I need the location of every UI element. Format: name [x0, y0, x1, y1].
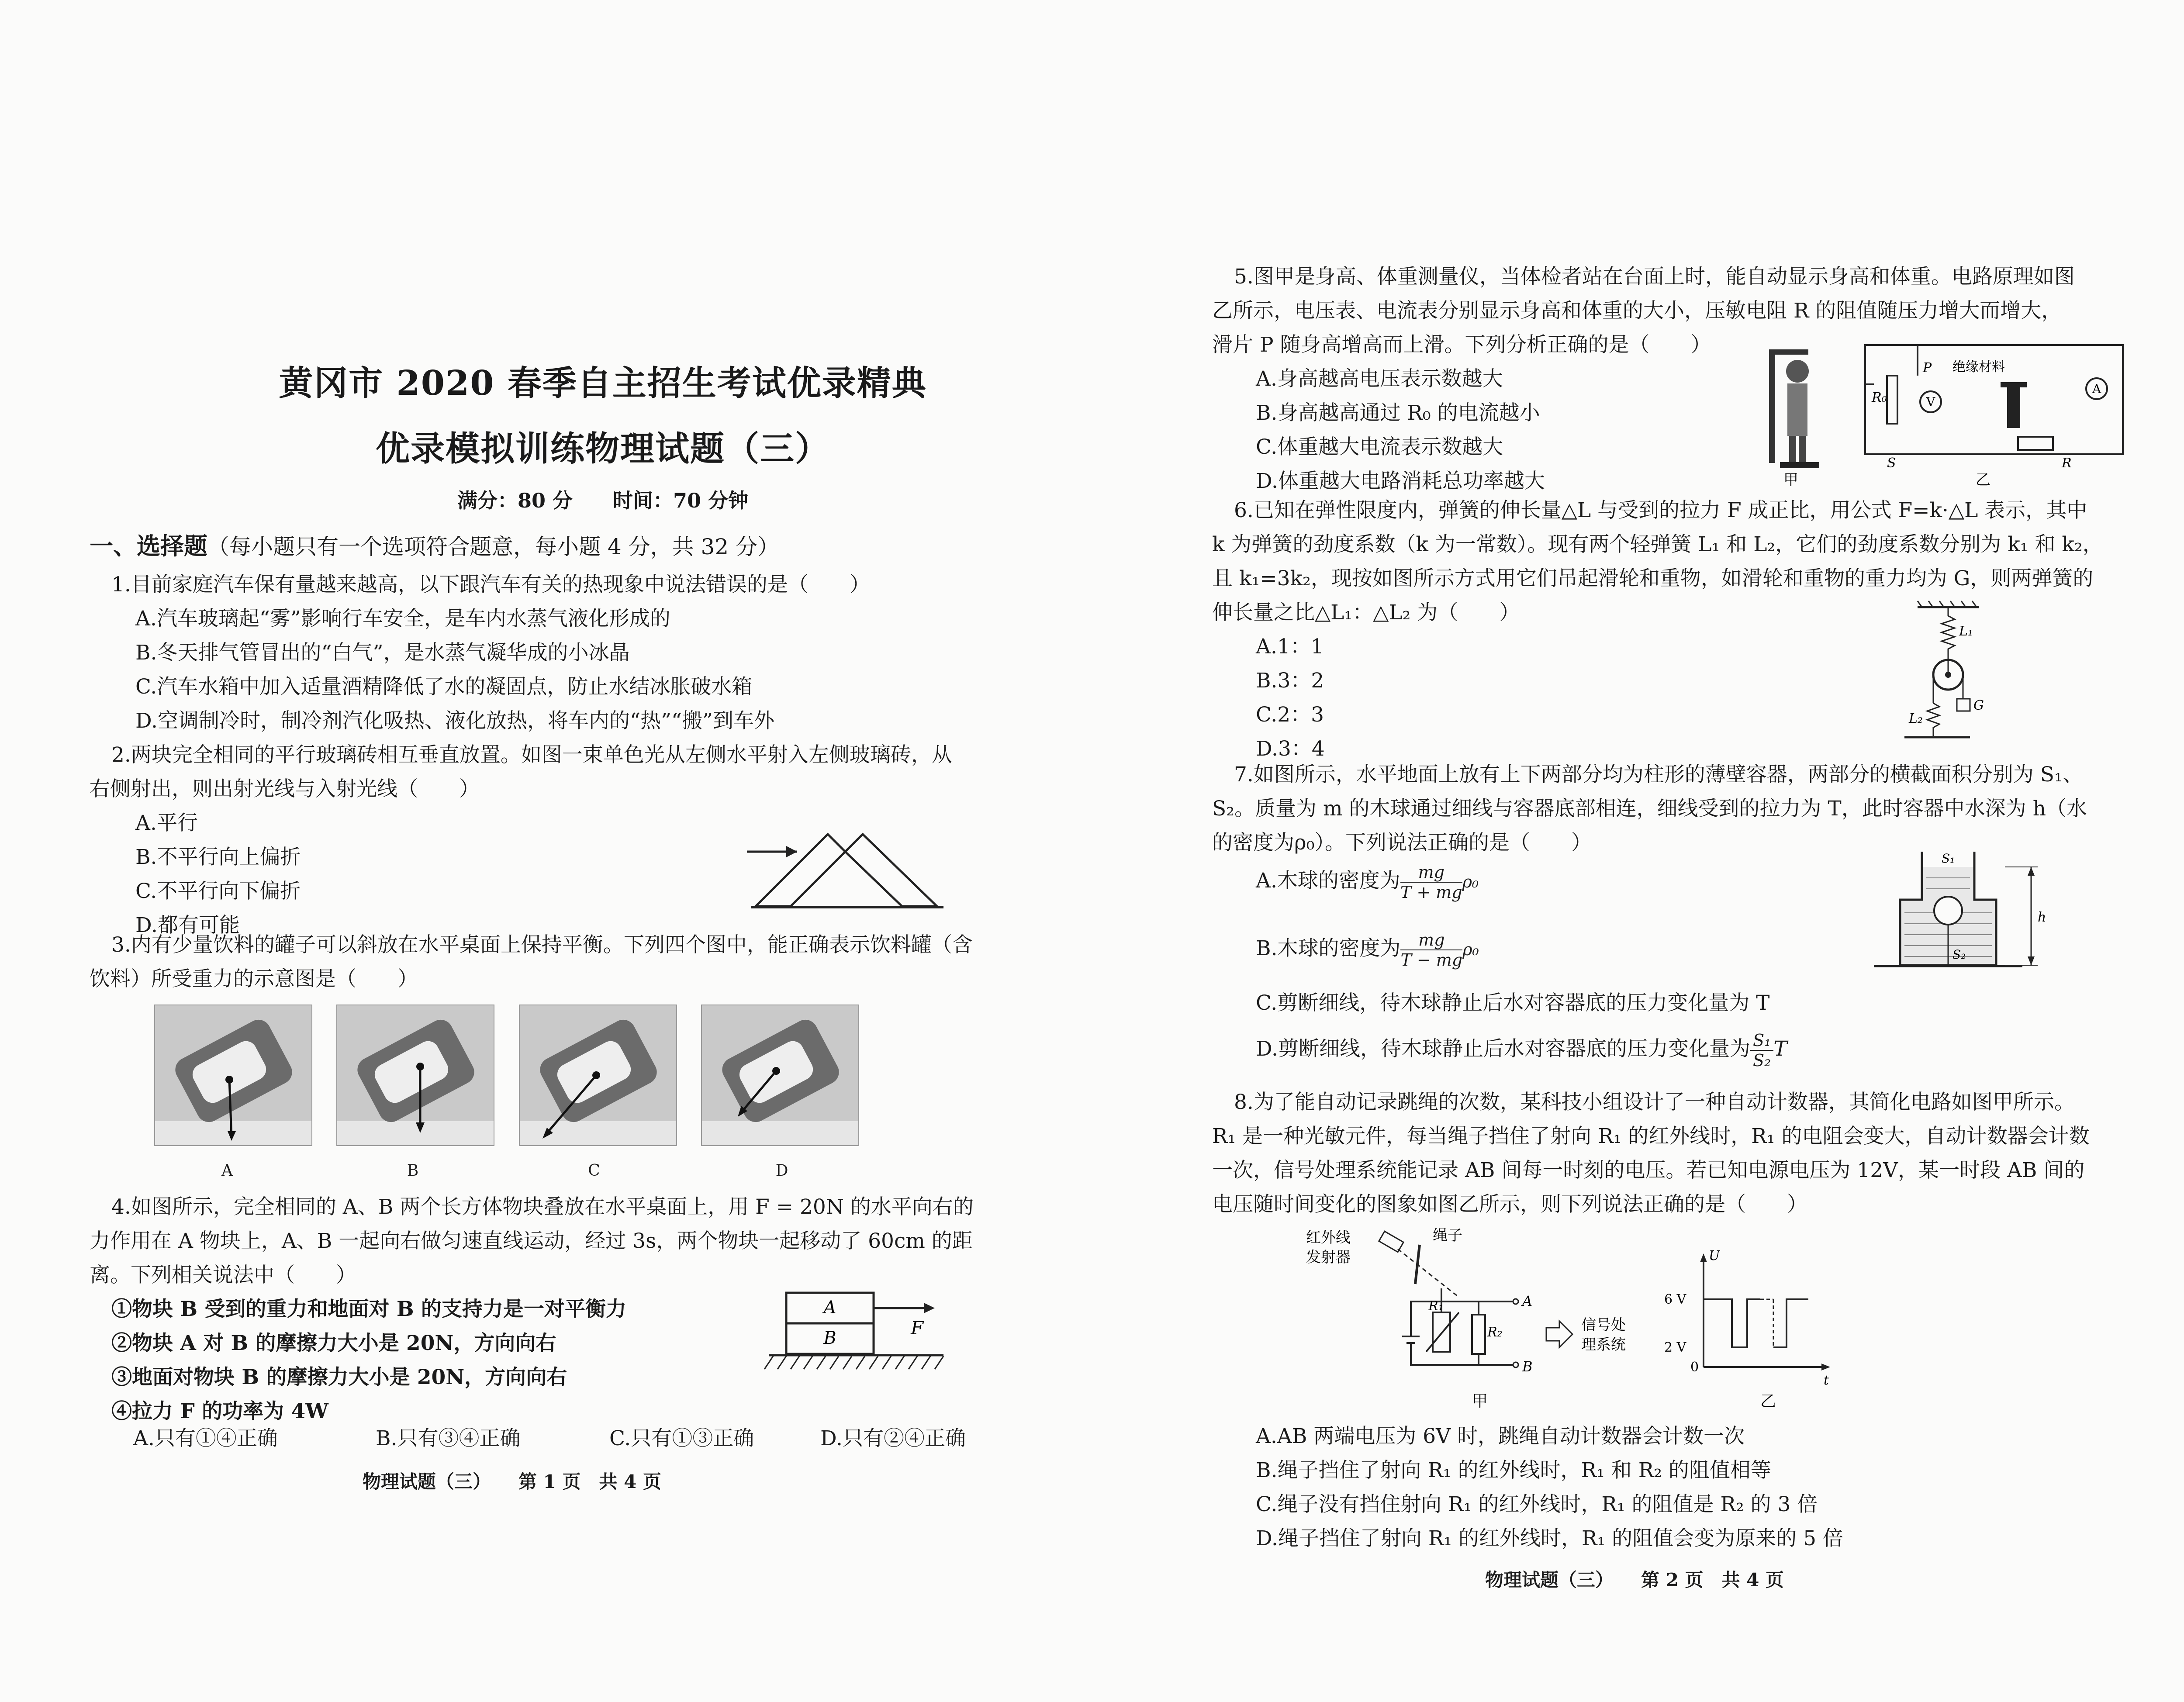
option-d: D.空调制冷时，制冷剂汽化吸热、液化放热，将车内的“热”“搬”到车外 [135, 709, 775, 733]
statement-1: ①物块 B 受到的重力和地面对 B 的支持力是一对平衡力 [111, 1297, 626, 1321]
t-axis-label: t [1824, 1373, 1829, 1388]
question-stem-cont: 一次，信号处理系统能记录 AB 间每一时刻的电压。若已知电源电压为 12V，某一时段 AB 间的 [1212, 1158, 2085, 1182]
question-stem-cont: R₁ 是一种光敏元件，每当绳子挡住了射向 R₁ 的红外线时，R₁ 的电阻会变大，自动计数器会计数 [1212, 1124, 2090, 1148]
can-figure-a [154, 1005, 312, 1146]
question-3 [90, 928, 973, 996]
fig-jia-label: 甲 [1783, 471, 1798, 489]
tick-2v: 2 V [1664, 1340, 1686, 1355]
switch-label: S [1887, 456, 1896, 471]
question-stem: 2.两块完全相同的平行玻璃砖相互垂直放置。如图一束单色光从左侧水平射入左侧玻璃砖，从 [111, 743, 952, 767]
question-stem-cont: 力作用在 A 物块上，A、B 一起向右做匀速直线运动，经过 3s，两个物块一起移动了 60cm 的距 [90, 1229, 973, 1253]
can-figure-d [701, 1005, 859, 1146]
option-c: C.体重越大电流表示数越大 [1256, 435, 1503, 459]
question-stem: 4.如图所示，完全相同的 A、B 两个长方体物块叠放在水平桌面上，用 F = 20N 的水平向右的 [111, 1195, 974, 1219]
fraction-denominator: T − mg [1400, 950, 1463, 970]
statement-4: ④拉力 F 的功率为 4W [111, 1399, 328, 1423]
question-stem: 7.如图所示，水平地面上放有上下两部分均为柱形的薄壁容器，两部分的横截面积分别为 S₁、 [1234, 763, 2083, 787]
exam-title: 黄冈市 2020 春季自主招生考试优录精典 [279, 363, 927, 403]
p-label: P [1923, 360, 1932, 376]
terminal-a-label: A [1522, 1293, 1533, 1309]
question-stem-cont: 电压随时间变化的图象如图乙所示，则下列说法正确的是（ ） [1212, 1192, 1807, 1216]
option-b: B.绳子挡住了射向 R₁ 的红外线时，R₁ 和 R₂ 的阻值相等 [1256, 1458, 1771, 1482]
tick-6v: 6 V [1664, 1292, 1686, 1307]
block-b-label: B [823, 1328, 836, 1348]
spring-l2-label: L₂ [1909, 711, 1923, 726]
option-c: C.不平行向下偏折 [135, 879, 301, 903]
exam-subtitle: 优录模拟训练物理试题（三） [375, 429, 830, 469]
option-a: A.AB 两端电压为 6V 时，跳绳自动计数器会计数一次 [1256, 1424, 1745, 1448]
page-1-footer: 物理试题（三） 第 1 页 共 4 页 [363, 1471, 661, 1492]
option-d-text: D.剪断细线，待木球静止后水对容器底的压力变化量为 [1256, 1037, 1750, 1061]
u-axis-label: U [1709, 1248, 1720, 1264]
rope-counter-figure [1289, 1223, 1856, 1424]
section-note: （每小题只有一个选项符合题意，每小题 4 分，共 32 分） [207, 534, 780, 559]
option-a: A.平行 [135, 811, 198, 835]
statement-3: ③地面对物块 B 的摩擦力大小是 20N，方向向右 [111, 1365, 567, 1389]
ammeter-label: A [2092, 382, 2101, 396]
option-d: D.体重越大电路消耗总功率越大 [1256, 469, 1545, 493]
option-a: A.1：1 [1256, 635, 1324, 659]
terminal-b-label: B [1522, 1358, 1533, 1375]
signal-label-1: 信号处 [1581, 1316, 1626, 1334]
option-d: D.3：4 [1256, 737, 1325, 761]
rope-label: 绳子 [1433, 1227, 1462, 1244]
option-a [1256, 863, 1479, 902]
fig-yi-label: 乙 [1760, 1392, 1776, 1410]
question-stem-cont: 滑片 P 随身高增高而上滑。下列分析正确的是（ ） [1212, 333, 1711, 357]
block-a-label: A [823, 1298, 836, 1318]
can-label-b: B [407, 1162, 419, 1180]
question-stem-cont: k 为弹簧的劲度系数（k 为一常数）。现有两个轻弹簧 L₁ 和 L₂，它们的劲度系数分别为 k₁ 和 k₂， [1212, 532, 2103, 556]
exam-meta: 满分：80 分 时间：70 分钟 [457, 489, 749, 512]
fraction-denominator: T + mg [1400, 883, 1462, 902]
density-fraction-a [1400, 863, 1462, 902]
emitter-label-1: 红外线 [1306, 1229, 1351, 1246]
density-fraction-b [1400, 930, 1462, 970]
signal-label-2: 理系统 [1581, 1336, 1626, 1353]
question-stem: 6.已知在弹性限度内，弹簧的伸长量△L 与受到的拉力 F 成正比，用公式 F=k·△L 表示，其中 [1234, 498, 2087, 522]
option-a: A.只有①④正确 [133, 1426, 278, 1450]
height-weight-figure [1756, 336, 2149, 489]
question-stem-cont: 离。下列相关说法中（ ） [90, 1263, 356, 1287]
option-b: B.3：2 [1256, 669, 1324, 693]
question-7 [1212, 758, 2087, 860]
question-stem-cont: 且 k₁=3k₂，现按如图所示方式用它们吊起滑轮和重物，如滑轮和重物的重力均为 G，则两弹簧的 [1212, 566, 2094, 590]
r-label: R [2062, 456, 2072, 471]
s1-label: S₁ [1942, 851, 1955, 866]
t-symbol: T [1773, 1037, 1787, 1061]
tick-zero: 0 [1690, 1360, 1699, 1375]
r0-label: R₀ [1872, 390, 1887, 405]
fraction-numerator: mg [1400, 930, 1462, 950]
s2-label: S₂ [1952, 947, 1966, 962]
question-stem: 3.内有少量饮料的罐子可以斜放在水平桌面上保持平衡。下列四个图中，能正确表示饮料罐（含 [111, 933, 973, 957]
option-a: A.汽车玻璃起“雾”影响行车安全，是车内水蒸气液化形成的 [135, 607, 670, 631]
option-d [1256, 1031, 1787, 1070]
fraction-denominator: S₂ [1752, 1051, 1771, 1070]
depth-h-label: h [2038, 910, 2046, 925]
question-stem: 5.图甲是身高、体重测量仪，当体检者站在台面上时，能自动显示身高和体重。电路原理如图 [1234, 265, 2075, 289]
pulley-springs-figure [1891, 598, 2014, 747]
option-c: C.只有①③正确 [609, 1426, 754, 1450]
weight-g-label: G [1973, 698, 1984, 713]
option-c: C.绳子没有挡住射向 R₁ 的红外线时，R₁ 的阻值是 R₂ 的 3 倍 [1256, 1492, 1818, 1516]
question-stem-cont: 乙所示，电压表、电流表分别显示身高和体重的大小，压敏电阻 R 的阻值随压力增大而增大， [1212, 299, 2062, 323]
section-title: 一、选择题 [90, 532, 207, 560]
fig-jia-label: 甲 [1472, 1392, 1488, 1410]
option-b: B.不平行向上偏折 [135, 845, 301, 869]
option-c: C.2：3 [1256, 703, 1324, 727]
can-figure-b [336, 1005, 494, 1146]
question-stem-cont: 的密度为ρ₀）。下列说法正确的是（ ） [1212, 831, 1592, 855]
r2-label: R₂ [1487, 1325, 1503, 1340]
voltmeter-label: V [1926, 395, 1935, 409]
statement-2: ②物块 A 对 B 的摩擦力大小是 20N，方向向右 [111, 1331, 556, 1355]
rho-symbol: ρ₀ [1462, 940, 1479, 959]
option-b: B.冬天排气管冒出的“白气”，是水蒸气凝华成的小冰晶 [135, 641, 630, 665]
emitter-label-2: 发射器 [1306, 1249, 1351, 1266]
can-label-c: C [588, 1162, 600, 1180]
can-label-d: D [775, 1162, 788, 1180]
force-f-label: F [911, 1317, 924, 1339]
page-2-footer: 物理试题（三） 第 2 页 共 4 页 [1485, 1569, 1784, 1591]
stacked-blocks-figure [760, 1282, 952, 1387]
question-stem: 1.目前家庭汽车保有量越来越高，以下跟汽车有关的热现象中说法错误的是（ ） [111, 573, 870, 597]
option-b: B.身高越高通过 R₀ 的电流越小 [1256, 401, 1540, 425]
option-b: B.只有③④正确 [376, 1426, 521, 1450]
question-8-options [1256, 1419, 1843, 1556]
question-stem: 8.为了能自动记录跳绳的次数，某科技小组设计了一种自动计数器，其简化电路如图甲所示。 [1234, 1090, 2075, 1114]
option-a: A.身高越高电压表示数越大 [1256, 367, 1503, 391]
option-b-text: B.木球的密度为 [1256, 936, 1401, 960]
container-ball-figure [1865, 847, 2066, 978]
option-c: C.剪断细线，待木球静止后水对容器底的压力变化量为 T [1256, 991, 1770, 1015]
option-d: D.只有②④正确 [820, 1426, 966, 1450]
option-a-text: A.木球的密度为 [1256, 869, 1400, 893]
question-8 [1212, 1085, 2089, 1222]
rho-symbol: ρ₀ [1462, 872, 1479, 891]
option-d: D.绳子挡住了射向 R₁ 的红外线时，R₁ 的阻值会变为原来的 5 倍 [1256, 1526, 1844, 1550]
question-stem-cont: 饮料）所受重力的示意图是（ ） [90, 967, 418, 991]
insulator-label: 绝缘材料 [1952, 359, 2005, 375]
question-stem-cont: 右侧射出，则出射光线与入射光线（ ） [90, 777, 480, 801]
r1-label: R₁ [1428, 1298, 1444, 1314]
fig-yi-label: 乙 [1976, 471, 1990, 489]
glass-bricks-figure [738, 810, 983, 915]
question-stem-cont: S₂。质量为 m 的木球通过细线与容器底部相连，细线受到的拉力为 T，此时容器中水深为 h（水 [1212, 797, 2087, 821]
can-label-a: A [221, 1162, 233, 1180]
area-fraction [1750, 1031, 1773, 1070]
option-d: D.都有可能 [135, 913, 240, 937]
fraction-numerator: mg [1400, 863, 1462, 883]
option-b [1256, 930, 1479, 970]
question-1 [111, 568, 870, 738]
option-c: C.汽车水箱中加入适量酒精降低了水的凝固点，防止水结冰胀破水箱 [135, 675, 753, 699]
can-figure-c [519, 1005, 677, 1146]
fraction-numerator: S₁ [1750, 1031, 1773, 1051]
section-heading [90, 528, 779, 561]
spring-l1-label: L₁ [1959, 624, 1973, 639]
question-stem-cont: 伸长量之比△L₁：△L₂ 为（ ） [1212, 601, 1520, 625]
